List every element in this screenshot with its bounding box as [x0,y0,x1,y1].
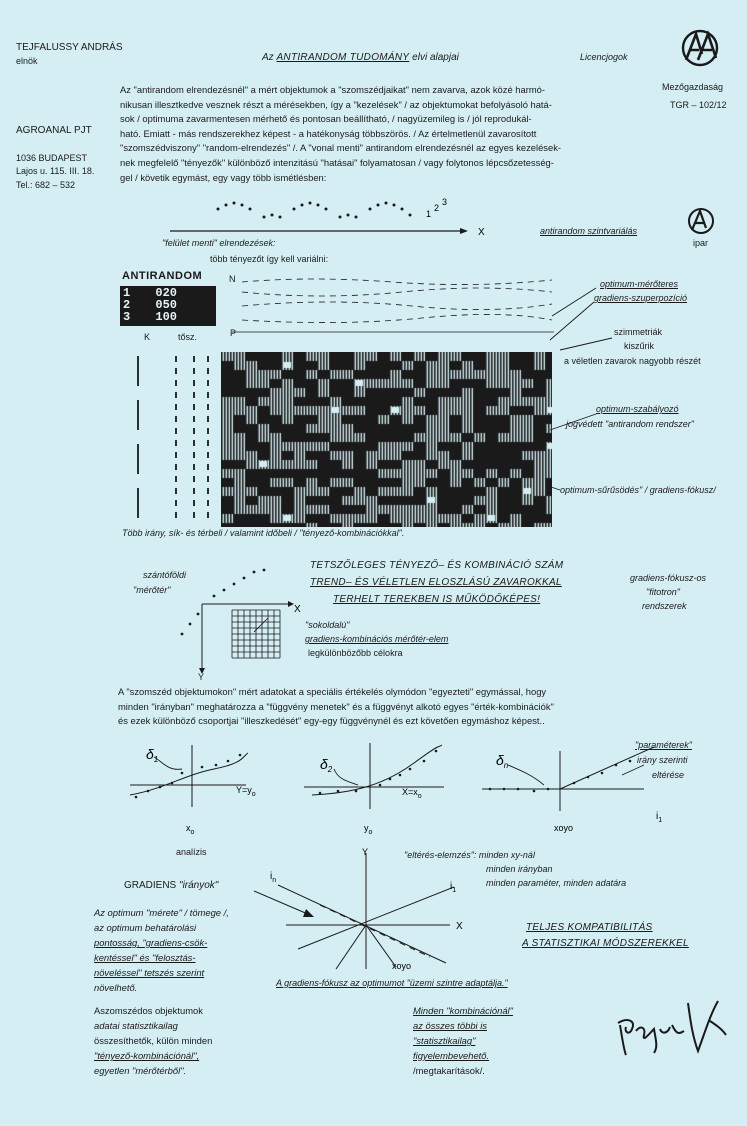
gradient-x-label: X [456,921,463,932]
gradient-origin-label: xoyo [392,961,412,971]
author-role: elnök [16,56,38,66]
compatibility-1: TELJES KOMPATIBILITÁS [526,922,653,933]
aa-logo-icon [680,28,720,68]
gradient-directions-diagram [250,845,490,980]
optimum-size-note: Az optimum "mérete" / tömege /, az optimum behatárolási pontosság, "gradiens-csök- kentéssel" és "felosztás- növeléssel" tetszés szerint növelhető. [94,907,229,993]
sender-phone: Tel.: 682 – 532 [16,180,76,190]
ipar-logo-icon [686,206,716,236]
graph3-note-3: eltérése [652,770,685,780]
title-prefix: Az [262,52,274,63]
intro-paragraph [120,83,650,185]
delta-2-label: $\delta_2$ [320,756,333,774]
analysis-label: analízis [176,847,207,857]
annotation-filter: kiszűrik [624,341,655,351]
intro-line: sok / optimuma zavarmentesen mérhető és pontosan beállítható, / nagyüzemileg is / jól reprodukál- [120,113,532,125]
antirandom-box-title: ANTIRANDOM [122,270,203,282]
document-title [262,52,459,63]
title-suffix: elvi alapjai [412,52,459,63]
grid-note-2: gradiens-kombinációs mérőtér-elem [305,634,449,644]
trend-lines [232,270,562,340]
headline-3: TERHELT TEREKBEN IS MŰKÖDŐKÉPES! [333,594,541,605]
grid-note-1: "sokoldalú" [305,620,350,630]
line-arrangement-diagram [160,195,500,240]
grid-x-label: X [294,604,301,615]
handwritten-signature [614,995,744,1065]
annotation-symmetries: szimmetriák [614,327,663,337]
graph1-x-label: $x_o$ [186,823,195,836]
counter-3: 3 100 [123,310,178,324]
graph2-x-label: $y_o$ [364,823,373,836]
sender-street: Lajos u. 115. III. 18. [16,166,95,176]
combination-note: Minden "kombinációnál" az összes többi is "statisztikailag" figyelembevehető. /megtakarítások/. [413,1005,513,1076]
author-name: TEJFALUSSY ANDRÁS [16,42,123,53]
analysis-line: és ezek különböző csoportjai "illeszkedését" egy-egy függvénynél és ezt követően egymáshoz képest.. [118,715,545,727]
column-tosz-label: tősz. [178,332,198,342]
axis-x-label: X [478,227,485,238]
headline-2: TREND– ÉS VÉLETLEN ELOSZLÁSÚ ZAVAROKKAL [310,577,562,588]
graph3-x-label: xoyo [554,823,574,833]
annotation-random-noise: a véletlen zavarok nagyobb részét [564,356,701,366]
antirandom-field-pattern [221,352,552,527]
analysis-line: minden "irányban" meghatározza a "függvény menetek" és a függvényt alkotó egyes "érték-kombinációk" [118,700,554,712]
intro-line: Az "antirandom elrendezésnél" a mért objektumok a "szomszédjaikat" nem zavarva, azok közé harmó- [120,84,545,95]
tick-label: 3 [442,197,448,207]
analysis-line: A "szomszéd objektumokon" mért adatokat a speciális értékelés olymódon "egyezteti" egymással, hogy [118,686,547,697]
surface-caption: Több irány, sík- és térbeli / valamint időbeli / "tényező-kombinációkkal". [122,528,405,538]
column-k-label: K [144,332,151,342]
intro-line: "szomszédviszony" "random-elrendezés" /. A "vonal menti" antirandom elrendezésnél az egyes kezelések- [120,142,562,154]
focus-caption: A gradiens-fókusz az optimumot "üzemi szintre adaptálja." [276,978,508,988]
delta-n-label: $\delta_n$ [496,752,509,770]
field-label-2: "mérőtér" [133,585,171,595]
sender-company: AGROANAL PJT [16,125,92,136]
fitotron-label-2: "fitotron" [646,587,680,597]
aggregation-note: Aszomszédos objektumok adatai statisztikailag összesíthetők, külön minden "tényező-kombinációnál", egyetlen "mérőtérből". [94,1005,213,1076]
left-factor-columns [118,350,218,520]
wave-dots [217,202,412,219]
annotation-optimum-controller: optimum-szabályozó [596,404,679,414]
gradient-i1-label: $i_1$ [450,881,457,894]
gradient-y-label: Y [362,847,369,857]
surface-sublabel: több tényezőt így kell variálni: [210,254,329,264]
field-label-1: szántóföldi [143,570,187,580]
org-right-line2: TGR – 102/12 [670,100,727,110]
graph2-equation: $X=x_o$ [402,787,422,800]
gradient-in-label: $i_n$ [270,871,277,884]
function-graphs [124,735,724,845]
annotation-protected-system: jogvédett "antirandom rendszer" [566,419,694,429]
level-variation-label: antirandom szintvariálás [540,226,638,236]
deviation-analysis-2: minden irányban [486,864,553,874]
deviation-analysis-1: "eltérés-elemzés": minden xy-nál [404,850,535,860]
graph3-note-2: irány szerinti [637,755,688,765]
tick-label: 1 [426,209,432,219]
graph1-equation: $Y=y_o$ [236,785,256,798]
gradient-label: GRADIENS "irányok" [124,880,219,891]
ipar-label: ipar [693,238,709,248]
intro-line: nikusan illesztkedve vesznek részt a mérésekben, így a "kezelések" / az objektumokat befolyásoló hatá- [120,98,552,110]
surface-label: "felület menti" elrendezések: [162,238,276,248]
marker-p: P [230,328,237,338]
intro-line: ható. Emiatt - más rendszerekhez képest - a hatékonyság többszörös. / Az értelmetlenül zavarosított [120,127,537,139]
delta-1-label: $\delta_1$ [146,746,159,764]
org-right-line1: Mezőgazdaság [662,82,724,92]
marker-n: N [229,274,236,284]
fitotron-label-1: gradiens-fókusz-os [630,573,707,583]
grid-measure-element [170,560,310,680]
grid-note-3: legkülönbözőbb célokra [308,648,403,658]
license-label: Licencjogok [580,52,628,62]
grid-y-label: Y [198,672,205,682]
deviation-analysis-3: minden paraméter, minden adatára [486,878,627,888]
title-main: ANTIRANDOM TUDOMÁNY [276,52,410,63]
intro-line: gel / követik egymást, egy vagy több ismétlésben: [120,171,327,183]
annotation-optimum-measure: optimum-mérőteres [600,279,679,289]
tick-label: 2 [434,203,440,213]
counter-1: 1 020 [123,286,178,300]
analysis-paragraph [118,685,648,729]
sender-city: 1036 BUDAPEST [16,153,88,163]
annotation-optimum-density: optimum-sűrűsödés" / gradiens-fókusz/ [560,485,716,495]
intro-line: nek megfelelő "tényezők" különböző intenzitású "hatásai" folyamatosan / vagy folytonos lépcsőzetesség- [120,156,554,168]
counter-2: 2 050 [123,298,178,312]
fitotron-label-3: rendszerek [642,601,687,611]
annotation-gradient-superposition: gradiens-szuperpozíció [594,293,688,303]
graph3-i-label: $i_1$ [656,811,663,824]
graph3-note-1: "paraméterek" [635,740,692,750]
headline-1: TETSZŐLEGES TÉNYEZŐ– ÉS KOMBINÁCIÓ SZÁM [310,560,564,571]
compatibility-2: A STATISZTIKAI MÓDSZEREKKEL [522,938,689,949]
counter-panel [120,286,216,326]
annotation-pointers [540,280,747,510]
